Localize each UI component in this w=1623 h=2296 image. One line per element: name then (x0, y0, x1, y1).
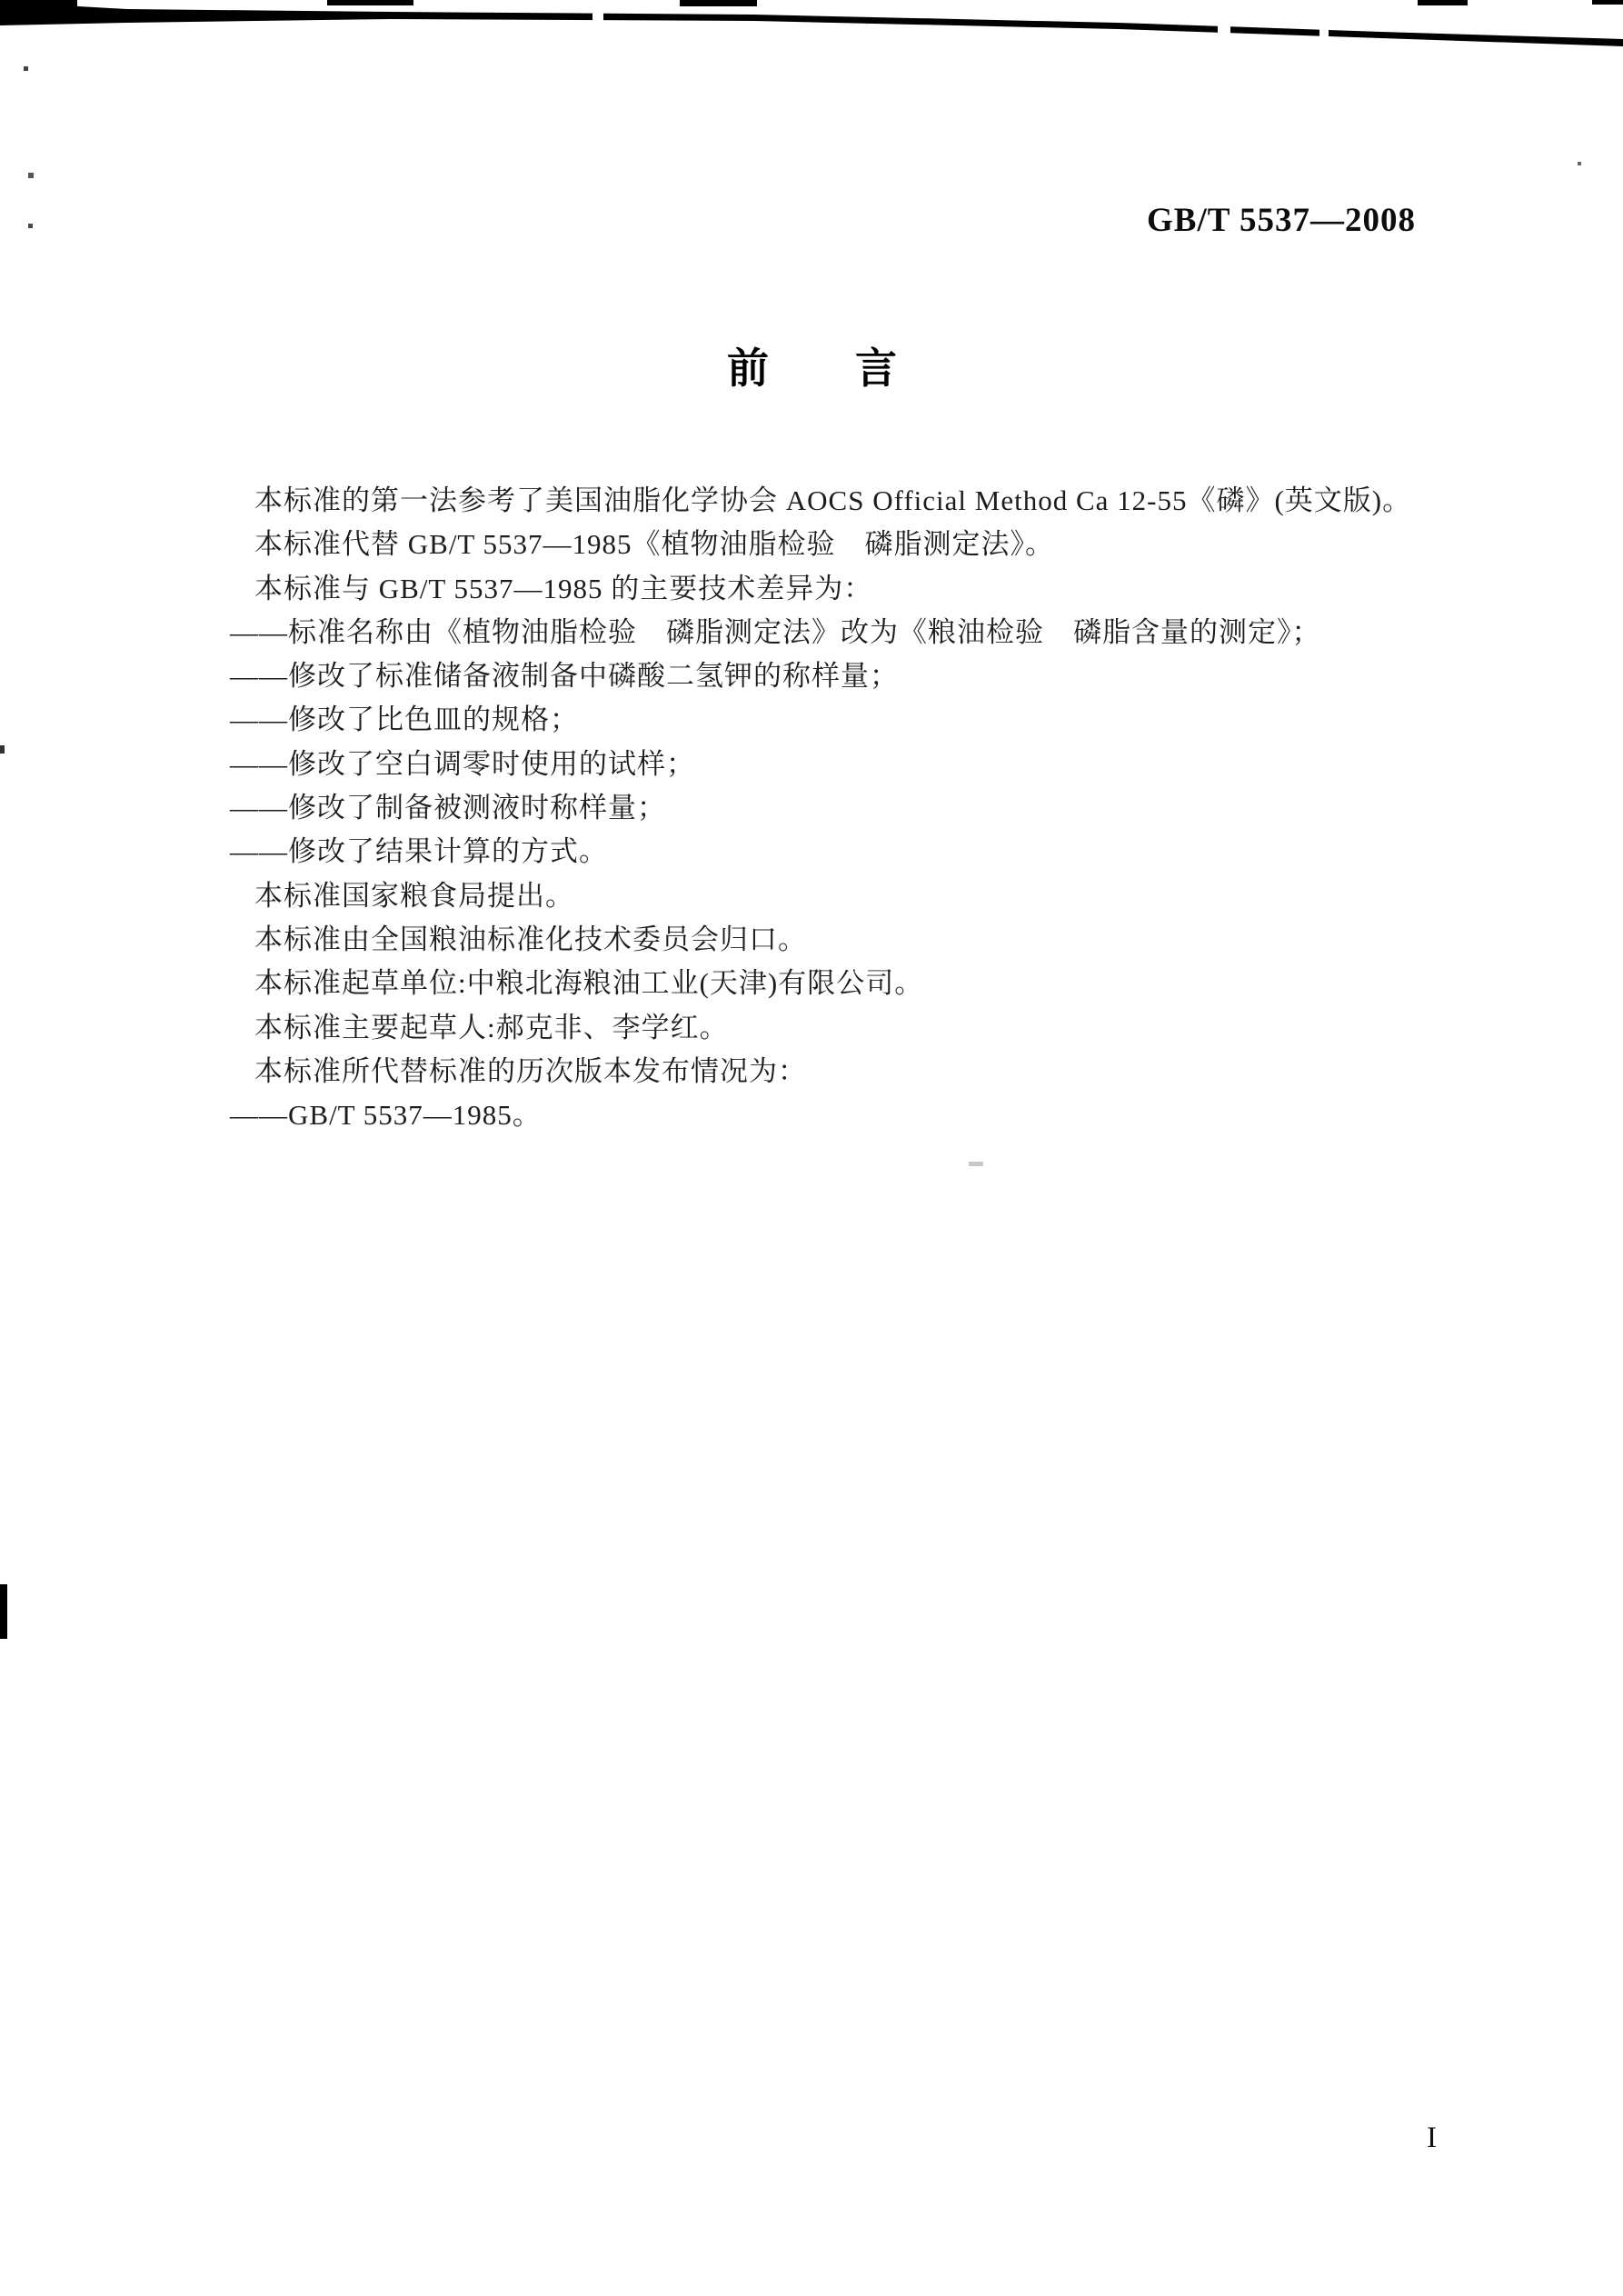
foreword-line: 本标准国家粮食局提出。 (254, 879, 574, 912)
foreword-body (230, 479, 1411, 1137)
foreword-line: ——修改了标准储备液制备中磷酸二氢钾的称样量； (230, 660, 899, 693)
foreword-line: 本标准起草单位:中粮北海粮油工业(天津)有限公司。 (254, 967, 924, 1000)
foreword-line: ——标准名称由《植物油脂检验 磷脂测定法》改为《粮油检验 磷脂含量的测定》； (230, 615, 1321, 648)
foreword-line: ——修改了空白调零时使用的试样； (230, 747, 695, 780)
foreword-line: 本标准与 GB/T 5537—1985 的主要技术差异为： (254, 572, 873, 604)
foreword-line: ——修改了制备被测液时称样量； (230, 792, 666, 824)
scan-artifact-edge-tick (0, 745, 5, 754)
foreword-line: 本标准代替 GB/T 5537—1985《植物油脂检验 磷脂测定法》。 (254, 528, 1055, 561)
standard-number: GB/T 5537—2008 (1147, 202, 1416, 239)
scan-artifact-faint-dash (969, 1162, 983, 1166)
page-number: I (1427, 2121, 1437, 2154)
foreword-line: 本标准的第一法参考了美国油脂化学协会 AOCS Official Method Ca 12-55《磷》(英文版)。 (254, 484, 1412, 516)
page-title: 前言 (727, 345, 983, 392)
scan-artifact-speck (24, 66, 28, 71)
foreword-line: ——GB/T 5537—1985。 (230, 1099, 542, 1132)
foreword-line: ——修改了比色皿的规格； (230, 704, 579, 736)
foreword-line: ——修改了结果计算的方式。 (230, 835, 608, 868)
foreword-line: 本标准所代替标准的历次版本发布情况为： (254, 1054, 807, 1087)
scan-artifact-speck (28, 224, 33, 228)
scan-artifact-edge-bar (0, 1584, 7, 1639)
scan-artifact-speck (1578, 162, 1581, 165)
foreword-line: 本标准由全国粮油标准化技术委员会归口。 (254, 923, 807, 955)
scan-artifact-speck (28, 173, 34, 178)
scan-artifact-top-band (0, 0, 1623, 55)
foreword-line: 本标准主要起草人:郝克非、李学红。 (254, 1011, 729, 1043)
